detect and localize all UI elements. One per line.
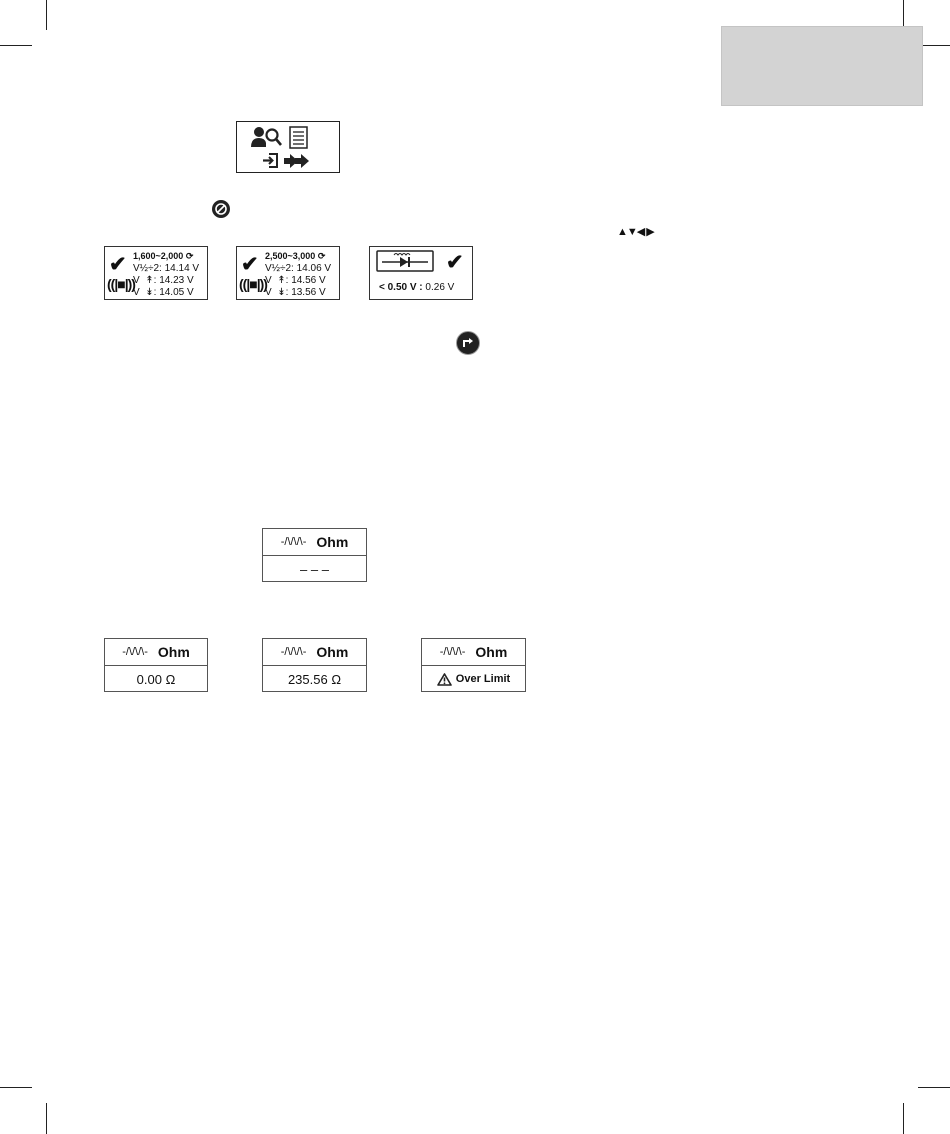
resistor-icon: -/\/\/\- [439,646,466,658]
ohm-value: Over Limit [422,666,525,692]
resistor-icon: -/\/\/\- [122,646,148,658]
resistor-icon: -/\/\/\- [280,646,307,658]
engine-rotate-icon: ⟳ [185,251,194,261]
navigation-arrows-icon: ▲▼◀ ▶ [617,226,654,238]
resistor-icon: -/\/\/\- [280,536,307,548]
voltage-row: V ↡: 14.05 V [133,287,194,298]
user-search-icon [250,125,284,149]
voltage-row: V ↟: 14.56 V [265,275,326,286]
ohm-header: -/\/\/\- Ohm [263,529,366,556]
crop-mark [46,1103,47,1134]
voltage-row: V½÷2: 14.06 V [265,263,332,274]
diode-icon [376,250,434,272]
return-icon [456,331,480,355]
double-arrow-icon [284,153,312,169]
charging-test-screen-2 [236,246,340,300]
voltage-row: V½÷2: 14.14 V [133,263,200,274]
enter-icon [261,152,279,169]
battery-coil-icon: ((|■|)) [107,276,135,292]
section-tab [721,26,923,106]
document-icon [289,126,309,149]
ohm-header: -/\/\/\- Ohm [263,639,366,666]
crop-mark [903,1103,904,1134]
rpm-range: 2,500~3,000 ⟳ [265,251,326,261]
voltage-row: V ↟: 14.23 V [133,275,194,286]
crop-mark [918,1087,950,1088]
ohm-header: -/\/\/\- Ohm [105,639,207,666]
charging-test-screen-1 [104,246,208,300]
check-icon: ✔ [446,251,464,274]
voltage-row: V ↡: 13.56 V [265,287,326,298]
ohm-value: – – – [300,561,329,577]
rpm-range: 1,600~2,000 ⟳ [133,251,194,261]
check-icon: ✔ [241,253,259,276]
diode-test-screen [369,246,473,300]
ohm-screen-result [104,638,208,692]
battery-coil-icon: ((|■|)) [239,276,267,292]
diode-threshold-row: < 0.50 V : 0.26 V [379,282,455,293]
warning-icon [437,673,452,686]
engine-rotate-icon: ⟳ [317,251,326,261]
crop-mark [0,45,32,46]
no-entry-icon [212,200,230,218]
ohm-screen-empty [262,528,367,582]
ohm-header: -/\/\/\- Ohm [422,639,525,666]
crop-mark [0,1087,32,1088]
menu-icon-box [236,121,340,173]
ohm-value: 235.56 Ω [287,671,342,687]
ohm-value: 0.00 Ω [136,671,176,687]
check-icon: ✔ [109,253,127,276]
ohm-screen-over-limit [421,638,526,692]
ohm-screen-result [262,638,367,692]
crop-mark [46,0,47,30]
